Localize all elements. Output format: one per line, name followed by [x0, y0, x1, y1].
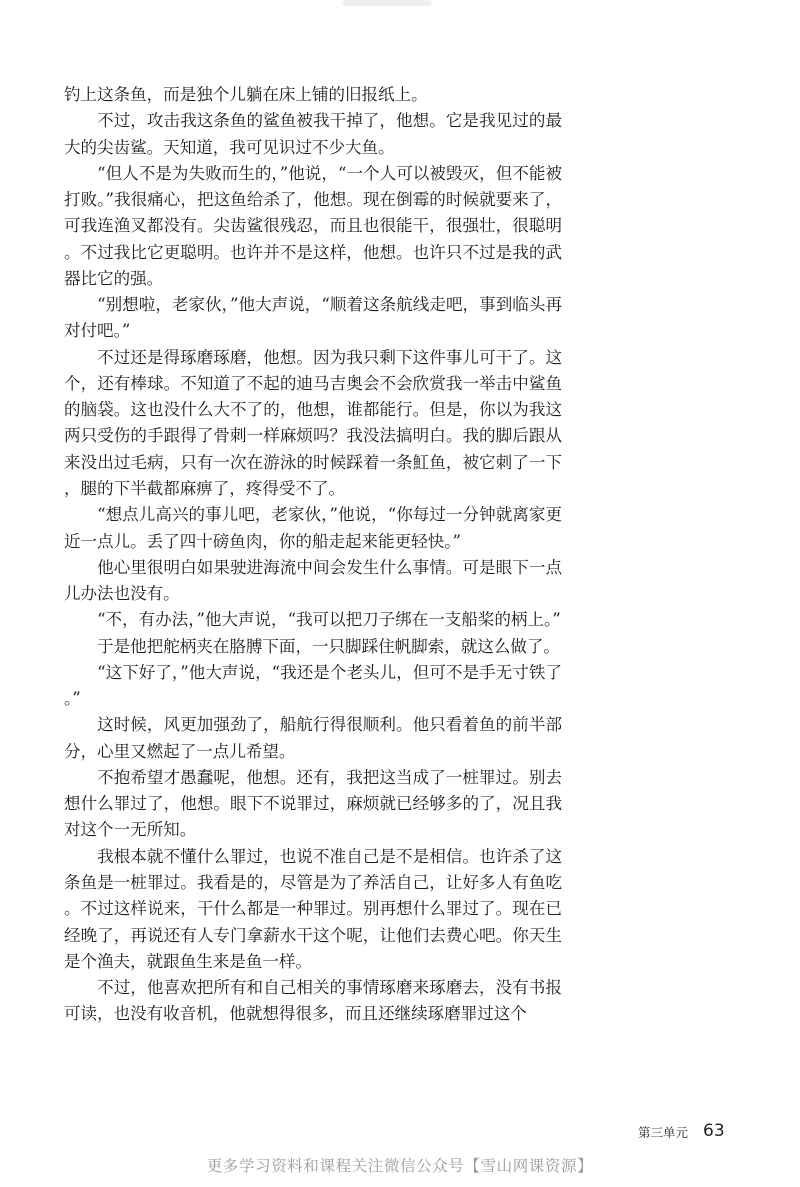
paragraph-7: 他心里很明白如果驶进海流中间会发生什么事情。可是眼下一点儿办法也没有。 — [64, 557, 562, 604]
page-number: 63 — [703, 1121, 725, 1141]
paragraph-14: 不过，他喜欢把所有和自己相关的事情琢磨来琢磨去，没有书报可读，也没有收音机，他就想得很多，而且还继续琢磨罪过这个 — [64, 978, 562, 1024]
paragraph-10: “这下好了，”他大声说，“我还是个老头儿，但可不是手无寸铁了。” — [64, 662, 562, 709]
watermark-text: 更多学习资料和课程关注微信公众号【雪山网课资源】 — [206, 1157, 594, 1175]
paragraph-12: 不抱希望才愚蠢呢，他想。还有，我把这当成了一桩罪过。别去想什么罪过了，他想。眼下不说罪过，麻烦就已经够多的了，况且我对这个一无所知。 — [64, 767, 562, 840]
paragraph-3: “但人不是为失败而生的，”他说，“一个人可以被毁灭，但不能被打败。”我很痛心，把这鱼给杀了，他想。现在倒霉的时候就要来了，可我连渔叉都没有。尖齿鲨很残忍，而且也很能干，很强壮，很聪明。不过我比它更聪明。也许并不是这样，他想。也许只不过是我的武器比它的强。 — [64, 163, 562, 288]
unit-label: 第三单元 — [638, 1125, 689, 1140]
paragraph-5: 不过还是得琢磨琢磨，他想。因为我只剩下这件事儿可干了。这个，还有棒球。不知道了不起的迪马吉奥会不会欣赏我一举击中鲨鱼的脑袋。这也没什么大不了的，他想，谁都能行。但是，你以为我这两只受伤的手跟得了骨刺一样麻烦吗？我没法搞明白。我的脚后跟从来没出过毛病，只有一次在游泳的时候踩着一条魟鱼，被它刺了一下，腿的下半截都麻痹了，疼得受不了。 — [64, 347, 562, 498]
paragraph-9: 于是他把舵柄夹在胳膊下面，一只脚踩住帆脚索，就这么做了。 — [97, 636, 560, 656]
paragraph-4: “别想啦，老家伙，”他大声说，“顺着这条航线走吧，事到临头再对付吧。” — [64, 295, 562, 341]
paragraph-8: “不，有办法，”他大声说，“我可以把刀子绑在一支船桨的柄上。” — [97, 610, 561, 630]
paragraph-6: “想点儿高兴的事儿吧，老家伙，”他说，“你每过一分钟就离家更近一点儿。丢了四十磅鱼肉，你的船走起来能更轻快。” — [64, 505, 562, 551]
paragraph-1: 钓上这条鱼，而是独个儿躺在床上铺的旧报纸上。 — [64, 85, 428, 104]
paragraph-2: 不过，攻击我这条鱼的鲨鱼被我干掉了，他想。它是我见过的最大的尖齿鲨。天知道，我可见识过不少大鱼。 — [64, 111, 562, 157]
scan-edge-mark — [342, 0, 432, 6]
paragraph-11: 这时候，风更加强劲了，船航行得很顺利。他只看着鱼的前半部分，心里又燃起了一点儿希望。 — [64, 715, 562, 761]
body-text — [64, 82, 562, 1028]
paragraph-13: 我根本就不懂什么罪过，也说不准自己是不是相信。也许杀了这条鱼是一桩罪过。我看是的，尽管是为了养活自己，让好多人有鱼吃。不过这样说来，干什么都是一种罪过。别再想什么罪过了。现在已经晚了，再说还有人专门拿薪水干这个呢，让他们去费心吧。你天生是个渔夫，就跟鱼生来是鱼一样。 — [64, 846, 562, 971]
